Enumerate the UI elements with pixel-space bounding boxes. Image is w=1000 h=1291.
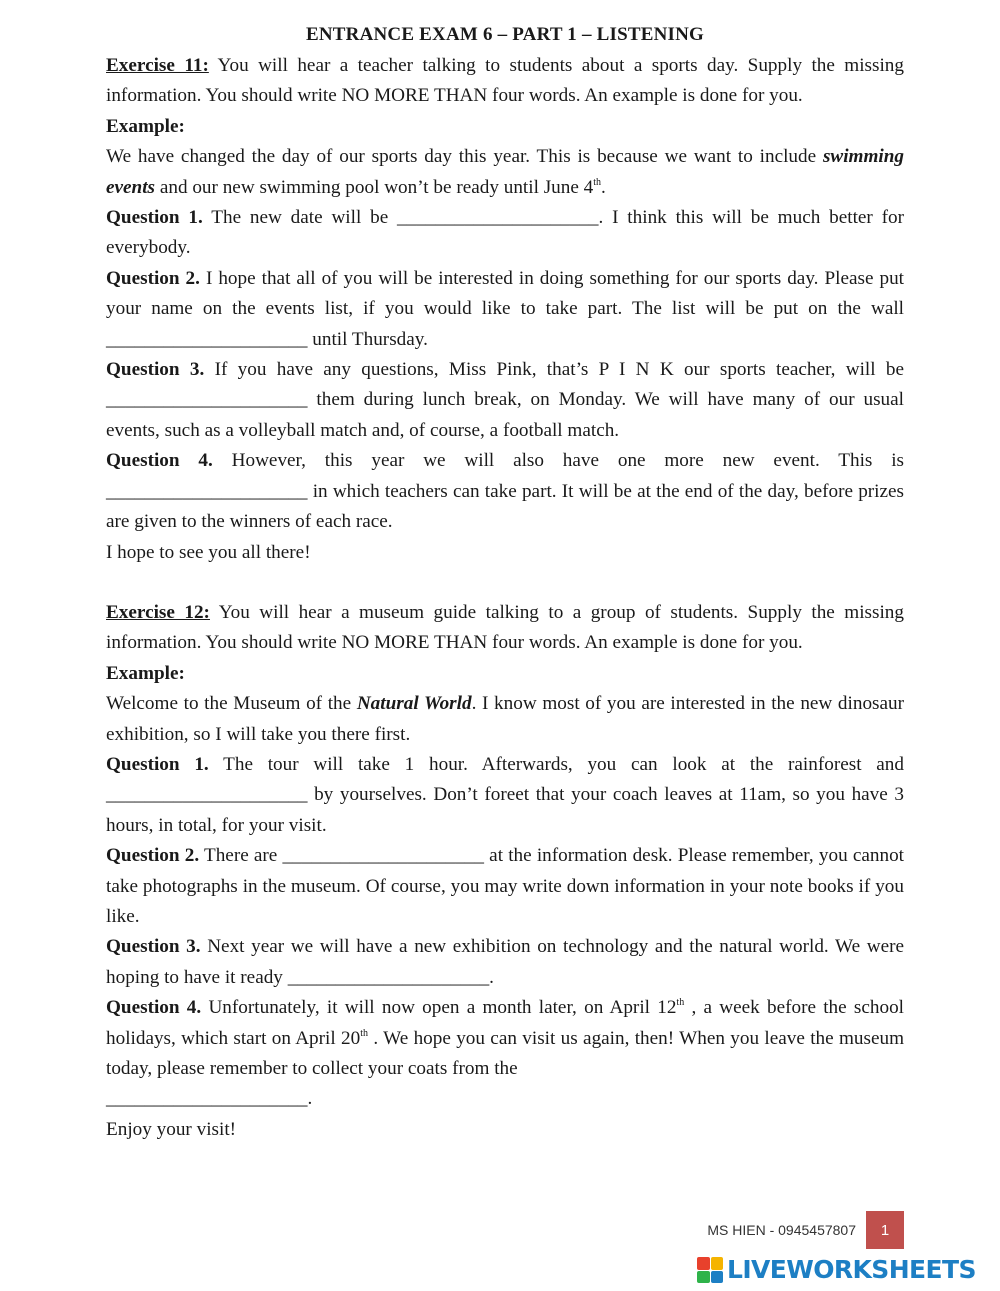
footer-author: MS HIEN - 0945457807 bbox=[707, 1222, 856, 1238]
exercise-11-label: Exercise 11: bbox=[106, 55, 209, 76]
worksheet-body bbox=[106, 51, 904, 1145]
answer-blank[interactable]: _____________________ bbox=[106, 389, 308, 411]
answer-blank[interactable]: _____________________ bbox=[287, 966, 490, 988]
answer-blank[interactable]: _____________________ bbox=[106, 784, 308, 806]
answer-blank[interactable]: _____________________ bbox=[282, 845, 484, 867]
page-number: 1 bbox=[866, 1211, 904, 1249]
exercise-12-intro: Exercise 12: You will hear a museum guide talking to a group of students. Supply the missing information. You should write NO MORE THAN four words. An example is done for you. bbox=[106, 601, 904, 654]
answer-blank[interactable]: _____________________ bbox=[106, 1088, 308, 1110]
liveworksheets-brand: LIVEWORKSHEETS bbox=[727, 1255, 976, 1284]
exercise-11-example: We have changed the day of our sports day this year. This is because we want to include swimming events and our new swimming pool won’t be ready until June 4th. bbox=[106, 146, 904, 198]
ex11-question-3: Question 3. If you have any questions, Miss Pink, that’s P I N K our sports teacher, will be _____________________ them during lunch break, on Monday. We will have many of our usual events, such as a volleyball match and, of course, a football match. bbox=[106, 359, 904, 441]
ex11-question-2: Question 2. I hope that all of you will be interested in doing something for our sports day. Please put your name on the events list, if you would like to take part. The list will be put on the wall _____________________ until Thursday. bbox=[106, 267, 904, 350]
exercise-12-label: Exercise 12: bbox=[106, 601, 210, 623]
ex11-question-4: Question 4. However, this year we will also have one more new event. This is _____________________ in which teachers can take part. It will be at the end of the day, before prizes are given to the winners of each race. bbox=[106, 450, 905, 533]
answer-blank[interactable]: _____________________ bbox=[397, 207, 599, 229]
exercise-12-example: Welcome to the Museum of the Natural World. I know most of you are interested in the new dinosaur exhibition, so I will take you there first. bbox=[106, 693, 905, 745]
answer-blank[interactable]: _____________________ bbox=[106, 480, 308, 502]
answer-blank[interactable]: _____________________ bbox=[106, 328, 308, 350]
ex12-question-4-blank-line: _____________________. bbox=[106, 1088, 313, 1110]
page-title: ENTRANCE EXAM 6 – PART 1 – LISTENING bbox=[305, 24, 705, 45]
exercise-11-intro: Exercise 11: You will hear a teacher talking to students about a sports day. Supply the missing information. You should write NO MORE THAN four words. An example is done for you. bbox=[106, 55, 904, 107]
liveworksheets-logo bbox=[697, 1257, 976, 1283]
ex11-closing: I hope to see you all there! bbox=[106, 541, 311, 563]
ex12-question-2: Question 2. There are _____________________ at the information desk. Please remember, you cannot take photographs in the museum. Of course, you may write down information in your note books if you like. bbox=[106, 845, 905, 927]
liveworksheets-icon bbox=[697, 1257, 723, 1283]
ex12-question-1: Question 1. The tour will take 1 hour. Afterwards, you can look at the rainforest and _____________________ by yourselves. Don’t foreet that your coach leaves at 11am, so you have 3 hours, in total, for your visit. bbox=[106, 753, 904, 836]
ex12-question-4: Question 4. Unfortunately, it will now open a month later, on April 12th , a week before the school holidays, which start on April 20th . We hope you can visit us again, then! When you leave the museum today, please remember to collect your coats from the bbox=[106, 997, 905, 1079]
ex11-question-1: Question 1. The new date will be _____________________. I think this will be much better for everybody. bbox=[106, 207, 904, 259]
ex12-closing: Enjoy your visit! bbox=[106, 1118, 237, 1140]
example-label: Example: bbox=[106, 662, 185, 684]
example-label: Example: bbox=[106, 115, 185, 137]
ex12-question-3: Question 3. Next year we will have a new exhibition on technology and the natural world. We were hoping to have it ready _____________________. bbox=[106, 936, 904, 988]
